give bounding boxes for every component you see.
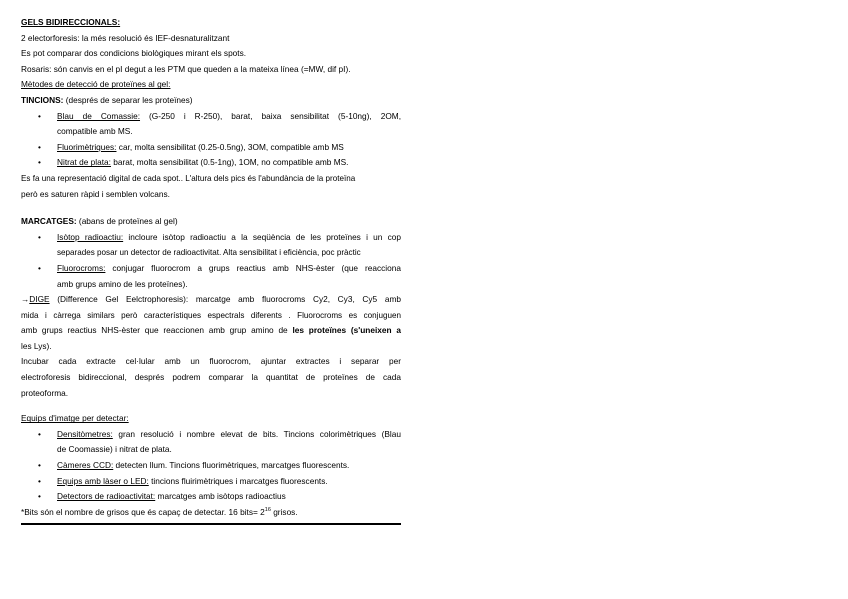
- intro-line: 2 electorforesis: la més resolució és IEF-desnaturalitzant: [21, 32, 230, 43]
- intro-line: Rosaris: són canvis en el pI degut a les PTM que queden a la mateixa línea (=MW, dif pI).: [21, 63, 351, 74]
- list-item-text: compatible amb MS.: [57, 126, 133, 137]
- list-item-line: [57, 140, 401, 156]
- list-item-text: (G-250 i R-250), barat, baixa sensibilitat (5-10ng), 2OM,: [140, 110, 402, 121]
- tincions-list: [21, 109, 401, 171]
- list-item-term: Blau de Comassie:: [57, 110, 141, 121]
- list-item-text: detecten llum. Tincions fluorimètriques, marcatges fluorescents.: [113, 460, 350, 471]
- footnote-text: *Bits són el nombre de grisos que és capaç de detectar. 16 bits= 2: [21, 506, 265, 517]
- footnote-exponent: 16: [264, 506, 271, 513]
- marcatges-note: (abans de proteïnes al gel): [76, 216, 178, 227]
- dige-text: amb grups reactius NHS-èster que reaccionen amb grup amino de: [21, 325, 293, 336]
- list-item-line: [57, 489, 401, 505]
- list-item-text: marcatges amb isòtops radioactius: [155, 491, 286, 502]
- intro-line: Es pot comparar dos condicions biològiques mirant els spots.: [21, 48, 247, 59]
- list-item-text: incloure isòtop radioactiu a la seqüència de les proteïnes i un cop: [123, 231, 402, 242]
- list-item-line: [57, 230, 401, 246]
- list-item: [21, 155, 401, 171]
- list-item-text: amb grups amino de les proteïnes).: [57, 278, 188, 289]
- equips-list: [21, 427, 401, 505]
- list-item-text: gran resolució i nombre elevat de bits. Tincions colorimètriques (Blau: [112, 428, 401, 439]
- tincions-note: (després de separar les proteïnes): [63, 94, 193, 105]
- list-item: [21, 427, 401, 458]
- list-item: [21, 230, 401, 261]
- methods-heading: Mètodes de detecció de proteïnes al gel:: [21, 79, 171, 90]
- tincions-label: TINCIONS:: [21, 94, 64, 105]
- section-heading: GELS BIDIRECCIONALS:: [21, 17, 121, 27]
- dige-text: les Lys).: [21, 340, 52, 351]
- tincions-heading: [21, 93, 401, 109]
- list-item-term: Nitrat de plata:: [57, 157, 111, 168]
- tincions-summary: però es saturen ràpid i semblen volcans.: [21, 188, 170, 199]
- list-item-text: separades posar un detector de radioactivitat. Alta sensibilitat i eficiència, poc pràctic: [57, 248, 361, 258]
- equips-heading: Equips d'imatge per detectar:: [21, 413, 129, 424]
- list-item-line: [57, 155, 401, 171]
- list-item-term: Densitòmetres:: [57, 428, 113, 439]
- marcatges-heading: [21, 214, 401, 230]
- incubar-text: proteoforma.: [21, 387, 69, 398]
- list-item-text: de Coomassie) i nitrat de plata.: [57, 444, 172, 455]
- dige-line: [21, 323, 401, 339]
- list-item-line: [57, 458, 401, 474]
- list-item-text: barat, molta sensibilitat (0.5-1ng), 1OM, no compatible amb MS.: [110, 157, 349, 168]
- list-item-term: Detectors de radioactivitat:: [57, 491, 156, 502]
- dige-text: (Difference Gel Eelctrophoresis): marcatge amb fluorocroms Cy2, Cy3, Cy5 amb: [49, 294, 401, 305]
- marcatges-list: [21, 230, 401, 292]
- list-item-term: Fluorimètriques:: [57, 141, 117, 152]
- list-item-text: tincions fluirimètriques i marcatges fluorescents.: [148, 475, 328, 486]
- list-item-term: Càmeres CCD:: [57, 460, 114, 471]
- list-item-line: [57, 474, 401, 490]
- list-item-text: conjugar fluorocrom a grups reactius amb NHS-èster (que reacciona: [105, 262, 401, 273]
- list-item-line: [57, 427, 401, 443]
- list-item-term: Fluorocroms:: [57, 262, 106, 273]
- list-item-text: car, molta sensibilitat (0.25-0.5ng), 3OM, compatible amb MS: [116, 141, 344, 152]
- dige-line: [21, 292, 401, 308]
- marcatges-label: MARCATGES:: [21, 216, 77, 227]
- dige-term: DIGE: [29, 294, 50, 305]
- list-item-term: Isòtop radioactiu:: [57, 231, 124, 242]
- footnote-text: grisos.: [270, 506, 298, 517]
- dige-bold: les proteïnes (s'uneixen a: [292, 325, 401, 336]
- bottom-rule: [21, 523, 401, 525]
- incubar-text: Incubar cada extracte cel·lular amb un fluorocrom, ajuntar extractes i separar per: [21, 356, 401, 367]
- list-item: [21, 489, 401, 505]
- dige-text: mida i càrrega similars però característiques espectrals diferents . Fluorocroms es conjuguen: [21, 310, 401, 320]
- document-page: [21, 15, 401, 525]
- list-item: [21, 109, 401, 140]
- tincions-summary-bold: Es fa una representació digital de cada spot.. L'altura dels pics és l'abundància de la proteïna: [21, 173, 356, 183]
- list-item: [21, 261, 401, 292]
- list-item-line: [57, 109, 401, 125]
- footnote: [21, 505, 401, 521]
- list-item: [21, 458, 401, 474]
- arrow-icon: →: [21, 294, 30, 305]
- list-item: [21, 474, 401, 490]
- list-item: [21, 140, 401, 156]
- incubar-text: electroforesis bidireccional, després podrem comparar la quantitat de proteïnes de cada: [21, 372, 401, 383]
- list-item-term: Equips amb làser o LED:: [57, 475, 149, 486]
- list-item-line: [57, 261, 401, 277]
